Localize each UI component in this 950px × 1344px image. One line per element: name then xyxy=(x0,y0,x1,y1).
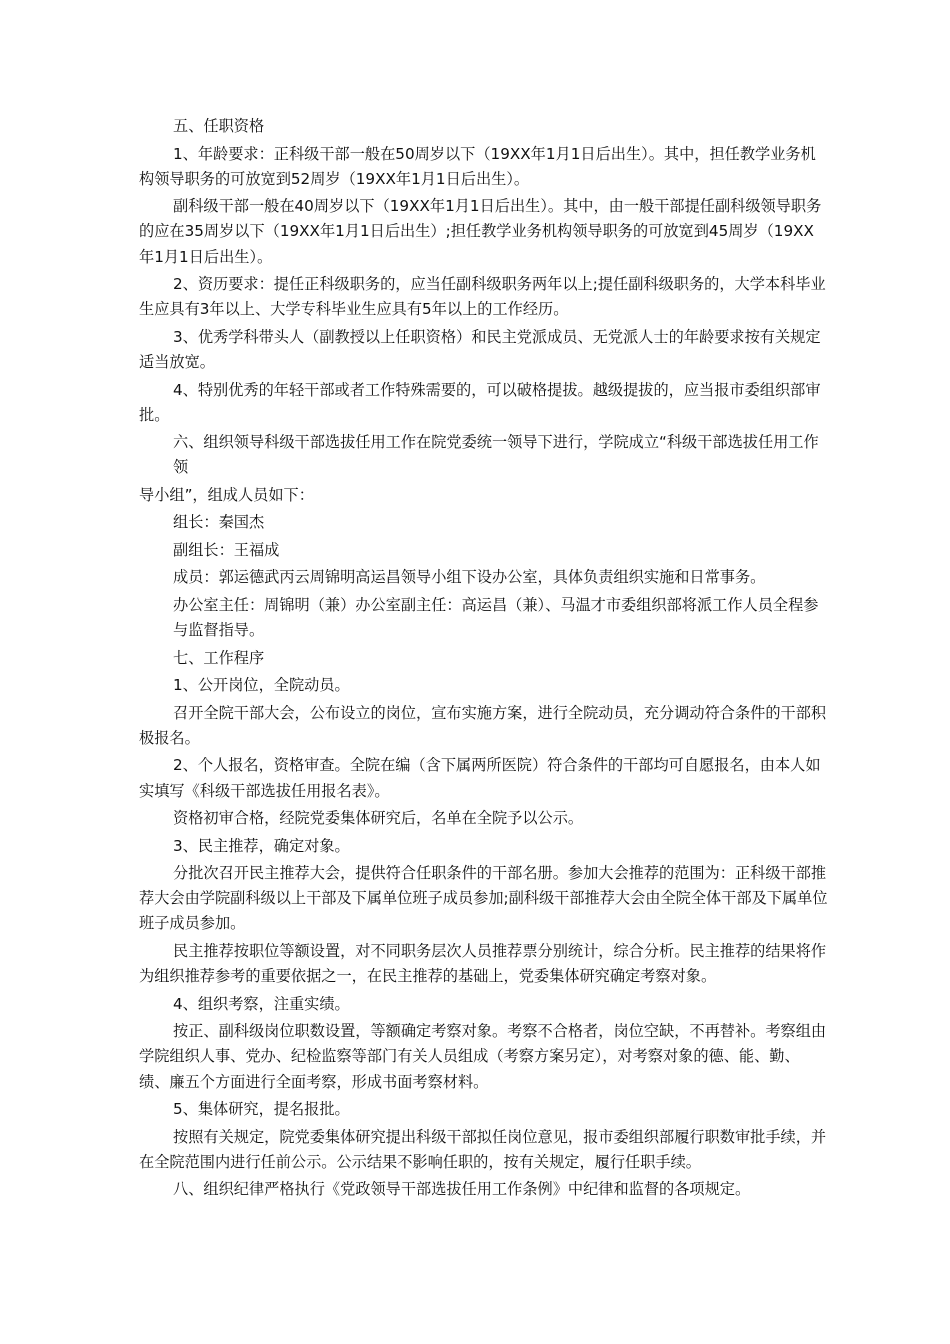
paragraph: 资格初审合格，经院党委集体研究后，名单在全院予以公示。 xyxy=(173,809,584,828)
section-heading-7: 七、工作程序 xyxy=(173,648,265,667)
paragraph: 2、个人报名，资格审查。全院在编（含下属两所医院）符合条件的干部均可自愿报名，由本人如实填写《科级干部选拔任用报名表》。 xyxy=(139,756,821,800)
paragraph: 按正、副科级岗位职数设置，等额确定考察对象。考察不合格者，岗位空缺，不再替补。考察组由学院组织人事、党办、纪检监察等部门有关人员组成（考察方案另定），对考察对象的德、能、勤、绩、廉五个方面进行全面考察，形成书面考察材料。 xyxy=(139,1022,827,1091)
paragraph: 导小组”，组成人员如下： xyxy=(139,485,314,504)
paragraph: 5、集体研究，提名报批。 xyxy=(173,1100,350,1119)
paragraph: 成员：郭运德武丙云周锦明高运昌领导小组下设办公室，具体负责组织实施和日常事务。 xyxy=(173,568,766,587)
paragraph: 4、组织考察，注重实绩。 xyxy=(173,994,350,1013)
paragraph: 分批次召开民主推荐大会，提供符合任职条件的干部名册。参加大会推荐的范围为：正科级干部推荐大会由学院副科级以上干部及下属单位班子成员参加;副科级干部推荐大会由全院全体干部及下属单位班子成员参加。 xyxy=(139,864,828,933)
section-heading-8: 八、组织纪律严格执行《党政领导干部选拔任用工作条例》中纪律和监督的各项规定。 xyxy=(173,1180,751,1199)
paragraph: 3、优秀学科带头人（副教授以上任职资格）和民主党派成员、无党派人士的年龄要求按有关规定适当放宽。 xyxy=(139,327,821,372)
section-heading-5: 五、任职资格 xyxy=(173,117,265,135)
paragraph: 2、资历要求：提任正科级职务的，应当任副科级职务两年以上;提任副科级职务的，大学本科毕业生应具有3年以上、大学专科毕业生应具有5年以上的工作经历。 xyxy=(139,275,826,319)
paragraph: 按照有关规定，院党委集体研究提出科级干部拟任岗位意见，报市委组织部履行职数审批手续，并在全院范围内进行任前公示。公示结果不影响任职的，按有关规定，履行任职手续。 xyxy=(139,1127,827,1171)
paragraph: 副科级干部一般在40周岁以下（19XX年1月1日后出生）。其中，由一般干部提任副科级领导职务的应在35周岁以下（19XX年1月1日后出生）;担任教学业务机构领导职务的可放宽到45周岁（19XX年1月1日后出生）。 xyxy=(139,197,822,266)
section-heading-6: 六、组织领导科级干部选拔任用工作在院党委统一领导下进行，学院成立“科级干部选拔任用工作领 xyxy=(173,433,819,477)
paragraph: 召开全院干部大会，公布设立的岗位，宣布实施方案，进行全院动员，充分调动符合条件的干部积极报名。 xyxy=(139,703,827,747)
paragraph: 副组长：王福成 xyxy=(173,540,280,559)
paragraph: 1、年龄要求：正科级干部一般在50周岁以下（19XX年1月1日后出生）。其中，担任教学业务机构领导职务的可放宽到52周岁（19XX年1月1日后出生）。 xyxy=(139,144,816,188)
document-body xyxy=(139,114,829,1205)
paragraph: 4、特别优秀的年轻干部或者工作特殊需要的，可以破格提拔。越级提拔的，应当报市委组织部审批。 xyxy=(139,380,821,424)
paragraph: 组长：秦国杰 xyxy=(173,513,265,532)
paragraph: 民主推荐按职位等额设置，对不同职务层次人员推荐票分别统计，综合分析。民主推荐的结果将作为组织推荐参考的重要依据之一，在民主推荐的基础上，党委集体研究确定考察对象。 xyxy=(139,941,827,986)
paragraph: 3、民主推荐，确定对象。 xyxy=(173,836,350,855)
paragraph: 1、公开岗位，全院动员。 xyxy=(173,676,350,695)
paragraph: 办公室主任：周锦明（兼）办公室副主任：高运昌（兼）、马温才市委组织部将派工作人员全程参与监督指导。 xyxy=(173,595,819,640)
